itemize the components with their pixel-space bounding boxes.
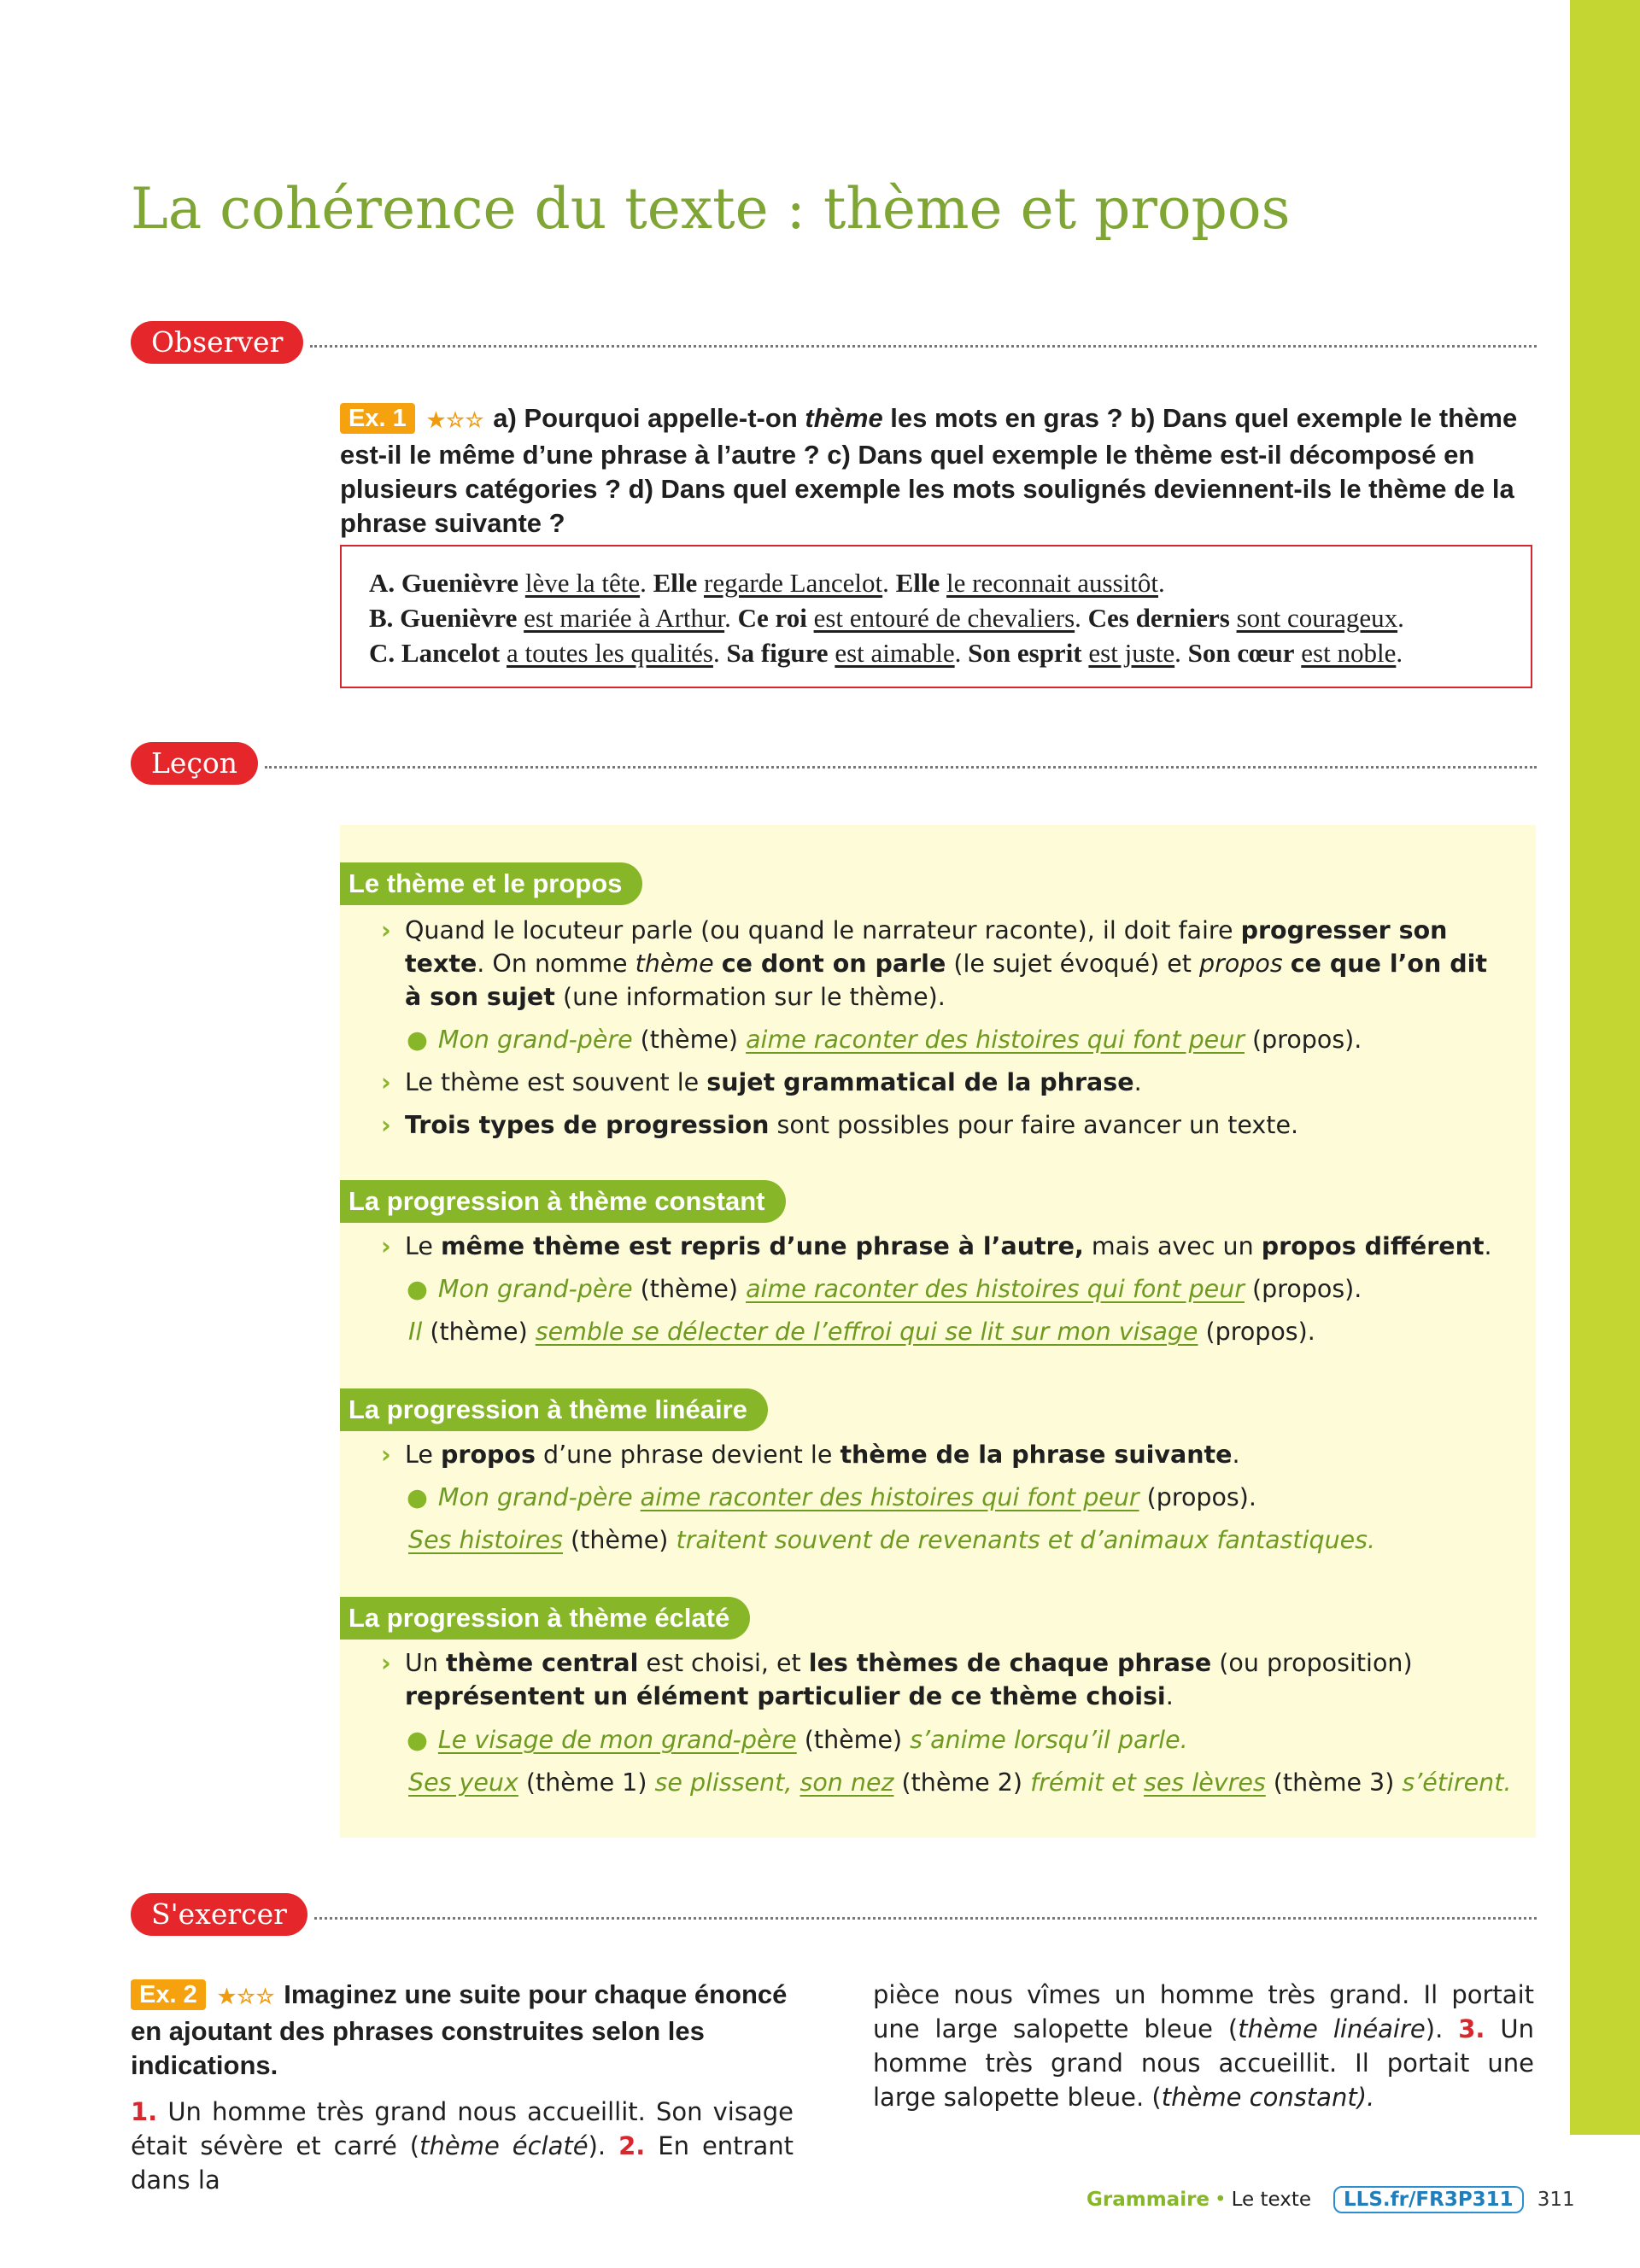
chevron-right-icon: ›: [381, 1111, 391, 1139]
footer-topic: Le texte: [1231, 2189, 1312, 2211]
footer-subject: Grammaire: [1086, 2189, 1210, 2211]
dotted-rule: [314, 1917, 1537, 1920]
lesson-example: ● Mon grand-père (thème) aime raconter des histoires qui font peur (propos).: [407, 1026, 1362, 1054]
lesson-subtitle-theme-lineaire: La progression à thème linéaire: [340, 1388, 768, 1431]
section-header-observer: [131, 321, 1537, 364]
exercise-badge: Ex. 1: [340, 403, 415, 434]
bullet-dot-icon: ●: [407, 1726, 428, 1754]
resource-link[interactable]: LLS.fr/FR3P311: [1333, 2186, 1524, 2213]
exercise-2-question: Ex. 2 ★☆☆ Imaginez une suite pour chaque énoncé en ajoutant des phrases construites selon les indications.: [131, 1979, 788, 2080]
section-label: Leçon: [131, 742, 258, 785]
section-label: S'exercer: [131, 1893, 308, 1936]
lesson-example: Ses histoires (thème) traitent souvent de revenants et d’animaux fantastiques.: [408, 1526, 1376, 1554]
chevron-right-icon: ›: [381, 1232, 391, 1260]
lesson-bullet: › Le même thème est repris d’une phrase à l’autre, mais avec un propos différent.: [381, 1230, 1508, 1263]
exercise-badge: Ex. 2: [131, 1979, 206, 2010]
exercise-2-right-column: [873, 1978, 1534, 2114]
lesson-subtitle-theme-eclate: La progression à thème éclaté: [340, 1597, 750, 1640]
lesson-bullet: › Trois types de progression sont possibles pour faire avancer un texte.: [381, 1108, 1508, 1142]
page-title: La cohérence du texte : thème et propos: [131, 176, 1291, 242]
lesson-bullet: › Le propos d’une phrase devient le thème de la phrase suivante.: [381, 1438, 1508, 1471]
section-label: Observer: [131, 321, 303, 364]
lesson-example: Ses yeux (thème 1) se plissent, son nez (thème 2) frémit et ses lèvres (thème 3) s’étirent.: [408, 1768, 1512, 1797]
chevron-right-icon: ›: [381, 1068, 391, 1096]
exercise-1-question: Ex. 1 ★☆☆ a) Pourquoi appelle-t-on thème les mots en gras ? b) Dans quel exemple le thème est-il le même d’une phrase à l’autre ? c) Dans quel exemple le thème est-il décomposé en plusieurs catégories ? d) Dans quel exemple les mots soulignés deviennent-ils le thème de la phrase suivante ?: [340, 403, 1518, 538]
dotted-rule: [310, 345, 1537, 348]
exercise-2-left-column: [131, 1978, 794, 2197]
chevron-right-icon: ›: [381, 1441, 391, 1469]
example-line-b: B. Guenièvre est mariée à Arthur. Ce roi est entouré de chevaliers. Ces derniers sont courageux.: [369, 603, 1404, 633]
dotted-rule: [265, 766, 1537, 769]
exercise-2-items-continued: pièce nous vîmes un homme très grand. Il portait une large salopette bleue (thème linéaire). 3. Un homme très grand nous accueillit. Il portait une large salopette bleue. (thème constant).: [873, 1980, 1534, 2112]
page-footer: Grammaire • Le texte LLS.fr/FR3P311 311: [1086, 2183, 1575, 2217]
lesson-box: [340, 825, 1536, 1838]
section-header-sexercer: [131, 1893, 1537, 1936]
lesson-subtitle-theme-propos: Le thème et le propos: [340, 862, 642, 905]
lesson-bullet: › Quand le locuteur parle (ou quand le narrateur raconte), il doit faire progresser son texte. On nomme thème ce dont on parle (le sujet évoqué) et propos ce que l’on dit à son sujet (une information sur le thème).: [381, 914, 1508, 1014]
page-edge-band: [1570, 0, 1640, 2135]
bullet-dot-icon: ●: [407, 1275, 428, 1303]
difficulty-stars-icon: ★☆☆: [217, 1985, 276, 2008]
example-line-a: A. Guenièvre lève la tête. Elle regarde Lancelot. Elle le reconnait aussitôt.: [369, 568, 1165, 598]
lesson-example: ● Le visage de mon grand-père (thème) s’anime lorsqu’il parle.: [407, 1726, 1188, 1754]
lesson-example: ● Mon grand-père aime raconter des histoires qui font peur (propos).: [407, 1483, 1256, 1511]
section-header-lecon: [131, 742, 1537, 785]
difficulty-stars-icon: ★☆☆: [426, 409, 485, 432]
exercise-2-items: 1. Un homme très grand nous accueillit. Son visage était sévère et carré (thème éclaté). 2. En entrant dans la: [131, 2097, 794, 2195]
chevron-right-icon: ›: [381, 916, 391, 944]
bullet-dot-icon: ●: [407, 1026, 428, 1054]
lesson-bullet: › Un thème central est choisi, et les thèmes de chaque phrase (ou proposition) représentent un élément particulier de ce thème choisi.: [381, 1646, 1508, 1713]
bullet-dot-icon: ●: [407, 1483, 428, 1511]
lesson-subtitle-theme-constant: La progression à thème constant: [340, 1180, 786, 1223]
lesson-example: Il (thème) semble se délecter de l’effroi qui se lit sur mon visage (propos).: [408, 1318, 1315, 1346]
page-number: 311: [1537, 2189, 1575, 2211]
chevron-right-icon: ›: [381, 1649, 391, 1677]
example-text-box: [340, 545, 1532, 688]
lesson-example: ● Mon grand-père (thème) aime raconter des histoires qui font peur (propos).: [407, 1275, 1362, 1303]
lesson-bullet: › Le thème est souvent le sujet grammatical de la phrase.: [381, 1066, 1508, 1099]
example-line-c: C. Lancelot a toutes les qualités. Sa figure est aimable. Son esprit est juste. Son cœur est noble.: [369, 638, 1403, 668]
